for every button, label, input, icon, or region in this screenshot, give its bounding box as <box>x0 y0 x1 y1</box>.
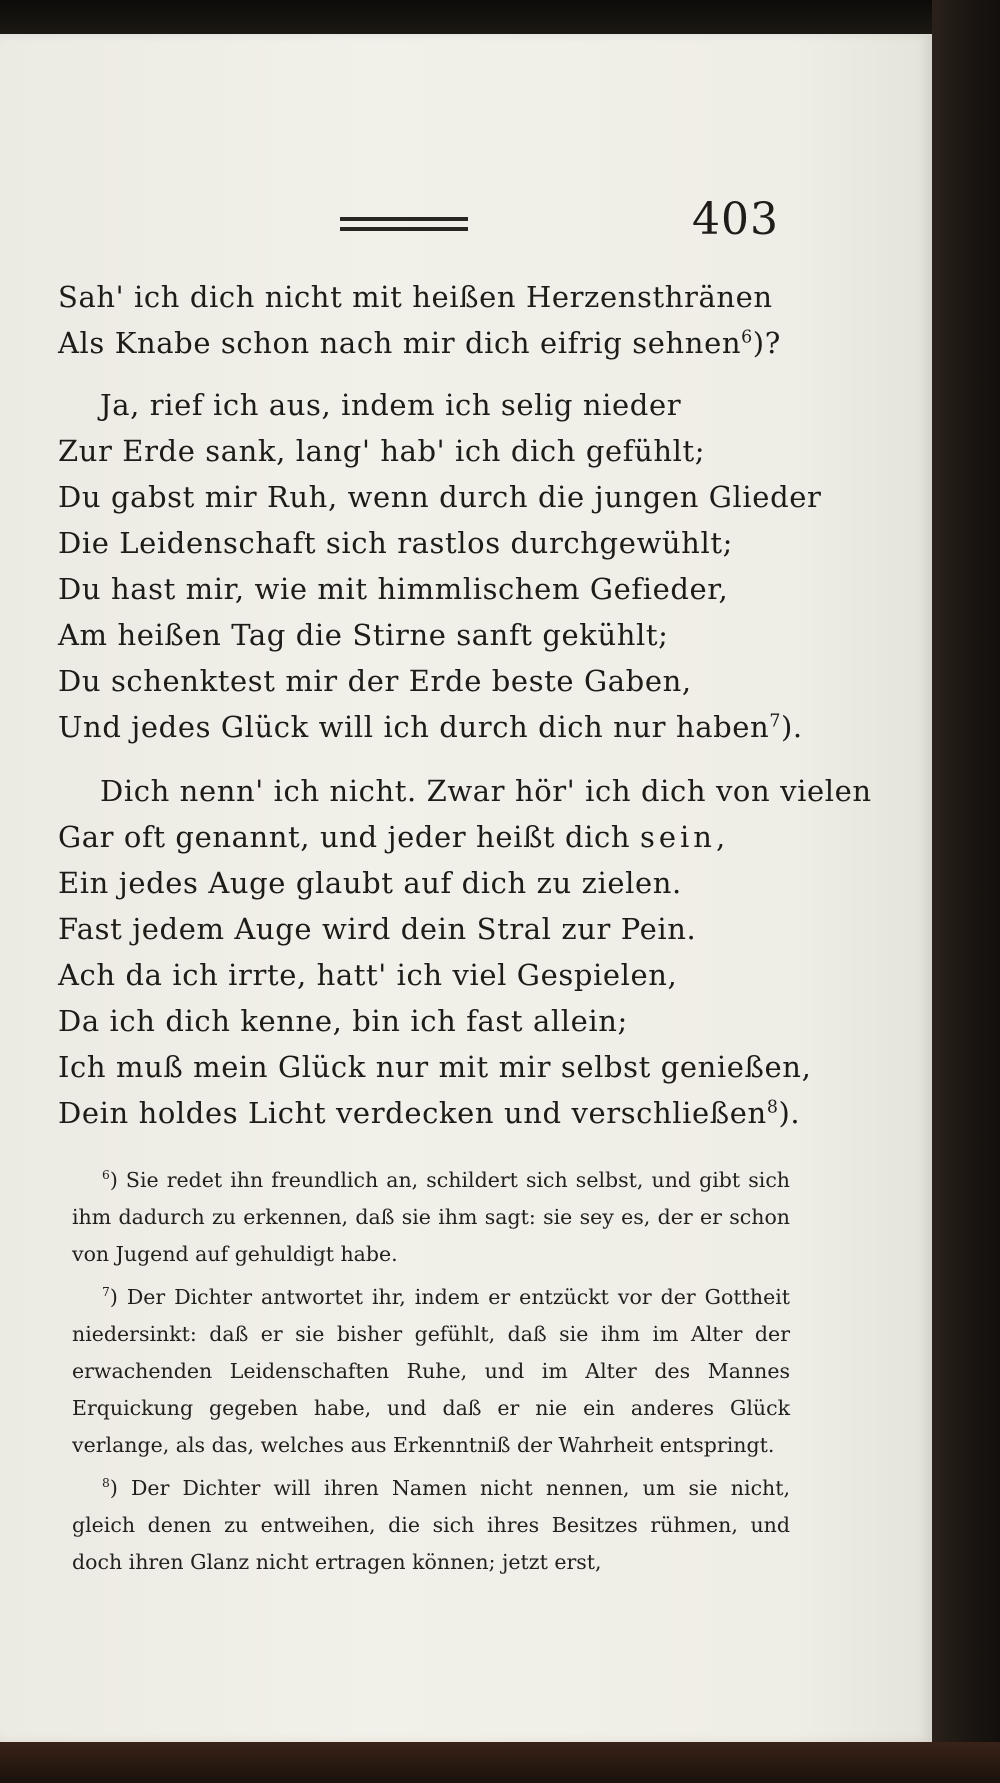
page-number: 403 <box>692 194 779 245</box>
footnote-ref: 6 <box>741 327 753 348</box>
verse-line: Und jedes Glück will ich durch dich nur haben$^7$). <box>58 710 803 744</box>
footnote-mark: 8 <box>102 1476 110 1491</box>
verse-line: Du gabst mir Ruh, wenn durch die jungen Glieder <box>58 480 822 514</box>
verse-line: Sah' ich dich nicht mit heißen Herzensthränen <box>58 280 773 314</box>
verse-line: Als Knabe schon nach mir dich eifrig sehnen$^6$)? <box>58 326 781 360</box>
verse-line: Du hast mir, wie mit himmlischem Gefieder, <box>58 572 729 606</box>
verse-line: Ich muß mein Glück nur mit mir selbst genießen, <box>58 1050 812 1084</box>
emphasized-word: sein <box>639 820 716 854</box>
verse-line: Ach da ich irrte, hatt' ich viel Gespielen, <box>58 958 678 992</box>
verse-line: Ein jedes Auge glaubt auf dich zu zielen. <box>58 866 682 900</box>
verse-line: Da ich dich kenne, bin ich fast allein; <box>58 1004 628 1038</box>
book-binding <box>932 0 1000 1783</box>
footnote-ref: 8 <box>766 1097 779 1118</box>
footnotes <box>72 1162 790 1587</box>
verse-line: Du schenktest mir der Erde beste Gaben, <box>58 664 692 698</box>
verse-line: Ja, rief ich aus, indem ich selig nieder <box>100 388 682 422</box>
header-rule <box>340 217 468 231</box>
verse-line: Am heißen Tag die Stirne sanft gekühlt; <box>58 618 669 652</box>
footnote: $^7$) Der Dichter antwortet ihr, indem er entzückt vor der Gottheit niedersinkt: daß er sie bisher gefühlt, daß sie ihm im Alter der erwachenden Leidenschaften Ruhe, und im Alter des Mannes Erquickung gegeben habe, und daß er nie ein anderes Glück verlange, als das, welches aus Erkenntniß der Wahrheit entspringt. <box>72 1285 790 1457</box>
footnote-mark: 7 <box>102 1285 110 1300</box>
verse-line: Dich nenn' ich nicht. Zwar hör' ich dich von vielen <box>100 774 872 808</box>
book-cover-edge <box>0 1742 1000 1783</box>
footnote: $^8$) Der Dichter will ihren Namen nicht nennen, um sie nicht, gleich denen zu entweihen, die sich ihres Besitzes rühmen, und doch ihren Glanz nicht ertragen können; jetzt erst, <box>72 1476 791 1574</box>
verse-line: Die Leidenschaft sich rastlos durchgewühlt; <box>58 526 733 560</box>
verse-line: Fast jedem Auge wird dein Stral zur Pein. <box>58 912 697 946</box>
verse-line: Dein holdes Licht verdecken und verschließen$^8$). <box>58 1096 801 1130</box>
stanza-2 <box>58 382 878 750</box>
stanza-3 <box>58 768 878 1136</box>
footnote-ref: 7 <box>769 711 782 732</box>
verse-line: Zur Erde sank, lang' hab' ich dich gefühlt; <box>58 434 706 468</box>
footnote-mark: 6 <box>102 1168 110 1183</box>
footnote: $^6$) Sie redet ihn freundlich an, schildert sich selbst, und gibt sich ihm dadurch zu erkennen, daß sie ihm sagt: sie sey es, der er schon von Jugend auf gehuldigt habe. <box>72 1168 791 1266</box>
page <box>0 34 932 1742</box>
verse-line: Gar oft genannt, und jeder heißt dich sein, <box>58 820 726 854</box>
stanza-1 <box>58 274 878 366</box>
top-shadow <box>0 0 1000 36</box>
